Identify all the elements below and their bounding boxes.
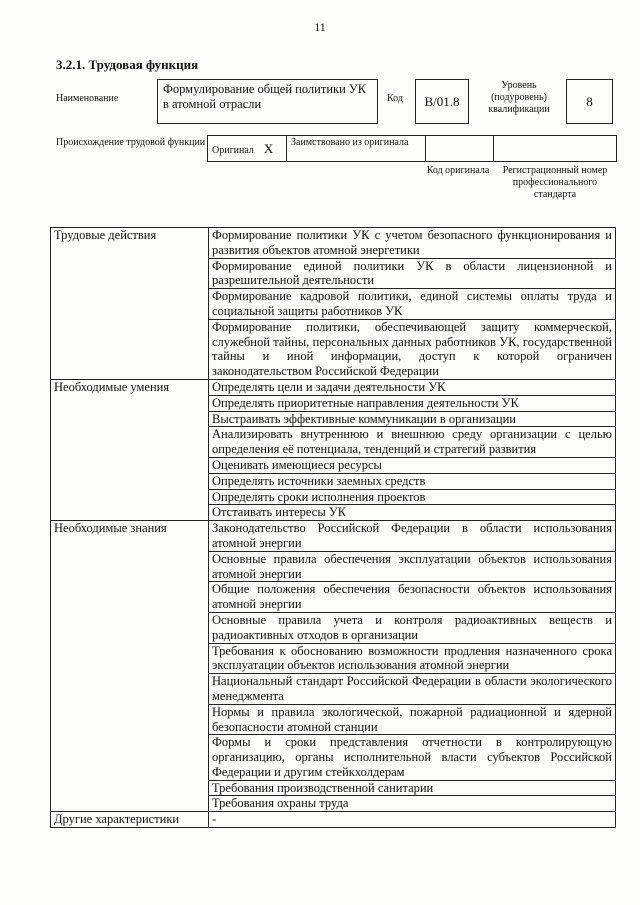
- original-code-cell: [426, 136, 494, 162]
- code-value: B/01.8: [415, 79, 469, 124]
- section-label: Трудовые действия: [51, 228, 209, 380]
- section-item: Основные правила обеспечения эксплуатации объектов использования атомной энергии: [209, 551, 616, 582]
- borrowed-label: Заимствовано из оригинала: [287, 136, 426, 162]
- origin-table: [207, 135, 617, 162]
- reg-number-caption: Регистрационный номер профессионального стандарта: [502, 165, 608, 200]
- table-row: [51, 521, 616, 552]
- level-value: 8: [566, 79, 613, 124]
- section-item: Общие положения обеспечения безопасности объектов использования атомной энергии: [209, 582, 616, 613]
- section-item: Формирование политики УК с учетом безопасного функционирования и развития объектов атомной энергетики: [209, 228, 616, 259]
- requirements-table: [50, 227, 616, 828]
- origin-label: Происхождение трудовой функции: [56, 137, 206, 148]
- reg-number-cell: [494, 136, 617, 162]
- section-item: Требования охраны труда: [209, 796, 616, 812]
- section-item: Определять цели и задачи деятельности УК: [209, 379, 616, 395]
- original-label: Оригинал: [212, 144, 254, 156]
- section-heading: 3.2.1. Трудовая функция: [56, 57, 199, 72]
- section-label: Необходимые умения: [51, 379, 209, 520]
- code-label: Код: [387, 93, 403, 104]
- section-item: Законодательство Российской Федерации в области использования атомной энергии: [209, 521, 616, 552]
- section-item: Требования к обоснованию возможности продления назначенного срока эксплуатации объектов использования атомной энергии: [209, 643, 616, 674]
- section-item: Определять сроки исполнения проектов: [209, 489, 616, 505]
- level-label: Уровень (подуровень) квалификации: [488, 80, 550, 115]
- section-item: -: [209, 812, 616, 828]
- section-item: Нормы и правила экологической, пожарной радиационной и ядерной безопасности атомной станции: [209, 704, 616, 735]
- section-item: Требования производственной санитарии: [209, 780, 616, 796]
- section-item: Национальный стандарт Российской Федерации в области экологического менеджмента: [209, 674, 616, 705]
- original-mark: X: [263, 140, 274, 156]
- section-item: Формирование кадровой политики, единой системы оплаты труда и социальной защиты работников УК: [209, 289, 616, 320]
- section-label: Другие характеристики: [51, 812, 209, 828]
- table-row: [51, 812, 616, 828]
- section-item: Отстаивать интересы УК: [209, 505, 616, 521]
- table-row: [51, 379, 616, 395]
- section-item: Формирование единой политики УК в области лицензионной и разрешительной деятельности: [209, 258, 616, 289]
- function-name-value: Формулирование общей политики УК в атомной отрасли: [157, 79, 378, 124]
- section-label: Необходимые знания: [51, 521, 209, 812]
- section-item: Основные правила учета и контроля радиоактивных веществ и радиоактивных отходов в организации: [209, 612, 616, 643]
- origin-original-cell: [208, 136, 287, 162]
- section-item: Оценивать имеющиеся ресурсы: [209, 457, 616, 473]
- section-item: Определять приоритетные направления деятельности УК: [209, 395, 616, 411]
- original-code-caption: Код оригинала: [426, 165, 490, 176]
- section-item: Анализировать внутреннюю и внешнюю среду организации с целью определения её потенциала, тенденций и стратегий развития: [209, 427, 616, 458]
- page-number: 11: [314, 20, 326, 34]
- section-item: Формы и сроки представления отчетности в контролирующую организацию, органы исполнительной власти субъектов Российской Федерации и другим стейкхолдерам: [209, 735, 616, 780]
- section-item: Выстраивать эффективные коммуникации в организации: [209, 411, 616, 427]
- table-row: [51, 228, 616, 259]
- section-item: Определять источники заемных средств: [209, 473, 616, 489]
- name-label: Наименование: [56, 93, 119, 104]
- section-item: Формирование политики, обеспечивающей защиту коммерческой, служебной тайны, персональных данных работников УК, государственной тайны и иной информации, доступ к которой ограничен законодательством Российской Федерации: [209, 319, 616, 379]
